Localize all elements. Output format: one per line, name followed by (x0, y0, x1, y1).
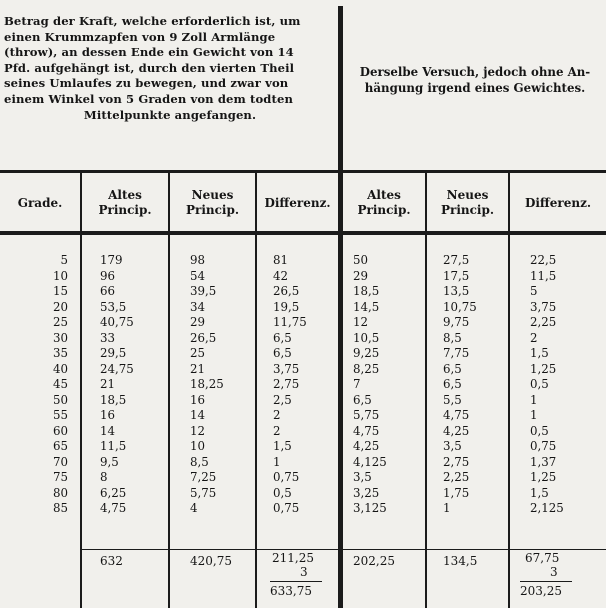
altes-1-cell: 33 (100, 330, 116, 345)
diff-2-cell: 5 (530, 284, 538, 298)
grade-cell: 35 (52, 346, 68, 360)
diff-1-cell: 6,5 (273, 346, 292, 360)
neues-2-cell: 2,25 (443, 470, 470, 484)
column-header-grade: Grade. (17, 195, 63, 210)
neues-1-cell: 26,5 (190, 330, 217, 345)
neues-2-cell: 9,75 (443, 315, 470, 329)
diff-2-cell: 0,5 (530, 377, 549, 391)
grade-cell: 70 (52, 454, 68, 469)
altes-1-cell: 14 (100, 423, 116, 438)
altes-1-cell: 40,75 (100, 315, 134, 329)
neues-2-cell: 2,75 (443, 454, 470, 469)
altes-1-cell: 9,5 (100, 454, 119, 469)
neues-2-cell: 6,5 (443, 361, 462, 376)
diff-1-cell: 6,5 (273, 330, 292, 345)
altes-1-cell: 66 (100, 284, 116, 298)
header-left-line: seines Umlaufes zu bewegen, und zwar von (4, 76, 289, 91)
column-diff-1 (273, 253, 333, 517)
column-neues-1 (190, 253, 250, 517)
grade-cell: 65 (52, 439, 68, 453)
totals-rule (343, 549, 606, 550)
grade-cell: 55 (52, 408, 68, 422)
diff-2-cell: 1 (530, 408, 538, 422)
header-left-description (4, 14, 336, 164)
column-header-bottom-rule (0, 231, 606, 235)
altes-1-cell: 6,25 (100, 485, 127, 500)
altes-1-cell: 16 (100, 408, 116, 422)
neues-1-cell: 29 (190, 315, 206, 329)
altes-2-cell: 4,25 (353, 439, 380, 453)
altes-2-cell: 14,5 (353, 299, 380, 314)
header-vertical-divider (338, 6, 343, 170)
neues-1-cell: 21 (190, 361, 206, 376)
diff-1-cell: 42 (273, 268, 289, 283)
header-left-line: einem Winkel von 5 Graden von dem todten (4, 91, 293, 106)
altes-2-cell: 3,5 (353, 470, 372, 484)
neues-1-cell: 98 (190, 253, 206, 267)
diff-2-cell: 22,5 (530, 253, 557, 267)
diff-2-cell: 11,5 (530, 268, 557, 283)
total-neues-2: 134,5 (443, 554, 478, 568)
neues-1-cell: 25 (190, 346, 206, 360)
diff-2-cell: 2,125 (530, 501, 564, 515)
diff-1-cell: 11,75 (273, 315, 307, 329)
column-header-neues-2: Neues Princip. (440, 188, 495, 217)
altes-2-cell: 50 (353, 253, 369, 267)
total-altes-1: 632 (100, 554, 123, 568)
column-divider (425, 173, 427, 608)
diff-1-cell: 1,5 (273, 439, 292, 453)
column-header-neues-1: Neues Princip. (185, 188, 240, 217)
total-diff-1-sum: 211,25 (272, 551, 314, 565)
altes-2-cell: 12 (353, 315, 369, 329)
altes-2-cell: 5,75 (353, 408, 380, 422)
grade-cell: 45 (52, 377, 68, 391)
diff-2-cell: 1,5 (530, 346, 549, 360)
altes-1-cell: 4,75 (100, 501, 127, 515)
neues-2-cell: 7,75 (443, 346, 470, 360)
column-header-diff-1: Differenz. (264, 195, 331, 210)
neues-1-cell: 8,5 (190, 454, 209, 469)
grade-cell: 5 (60, 253, 68, 267)
altes-2-cell: 6,5 (353, 392, 372, 407)
altes-1-cell: 18,5 (100, 392, 127, 407)
total-diff-1-extra: 3 (300, 565, 308, 579)
neues-1-cell: 39,5 (190, 284, 217, 298)
diff-1-cell: 2 (273, 408, 281, 422)
altes-1-cell: 29,5 (100, 346, 127, 360)
neues-1-cell: 34 (190, 299, 206, 314)
total-diff-2-extra: 3 (550, 565, 558, 579)
diff-2-cell: 1,25 (530, 470, 557, 484)
altes-2-cell: 3,25 (353, 485, 380, 500)
neues-2-cell: 1,75 (443, 485, 470, 500)
neues-2-cell: 4,25 (443, 423, 470, 438)
grade-cell: 30 (52, 330, 68, 345)
column-altes-1 (100, 253, 160, 517)
column-grade (8, 253, 68, 517)
neues-1-cell: 54 (190, 268, 206, 283)
header-bottom-rule (0, 170, 606, 173)
neues-1-cell: 16 (190, 392, 206, 407)
diff-1-cell: 2,5 (273, 392, 292, 407)
diff-1-cell: 1 (273, 454, 281, 469)
altes-2-cell: 18,5 (353, 284, 380, 298)
altes-1-cell: 11,5 (100, 439, 127, 453)
grade-cell: 85 (52, 501, 68, 515)
grade-cell: 15 (52, 284, 68, 298)
diff-2-cell: 1 (530, 392, 538, 407)
neues-2-cell: 10,75 (443, 299, 477, 314)
diff-2-cell: 1,5 (530, 485, 549, 500)
column-header-altes-1: Altes Princip. (98, 188, 152, 217)
neues-1-cell: 14 (190, 408, 206, 422)
total-altes-2: 202,25 (353, 554, 395, 568)
altes-2-cell: 9,25 (353, 346, 380, 360)
diff-1-cell: 2 (273, 423, 281, 438)
column-divider (80, 173, 82, 608)
neues-2-cell: 17,5 (443, 268, 470, 283)
diff-2-cell: 2,25 (530, 315, 557, 329)
altes-1-cell: 21 (100, 377, 116, 391)
neues-1-cell: 7,25 (190, 470, 217, 484)
altes-1-cell: 96 (100, 268, 116, 283)
altes-2-cell: 8,25 (353, 361, 380, 376)
altes-2-cell: 10,5 (353, 330, 380, 345)
altes-2-cell: 7 (353, 377, 361, 391)
column-altes-2 (353, 253, 421, 517)
neues-2-cell: 6,5 (443, 377, 462, 391)
grade-cell: 60 (52, 423, 68, 438)
grade-cell: 40 (52, 361, 68, 376)
diff-1-cell: 0,5 (273, 485, 292, 500)
column-divider (168, 173, 170, 608)
diff-1-cell: 2,75 (273, 377, 300, 391)
altes-1-cell: 8 (100, 470, 108, 484)
diff-1-cell: 3,75 (273, 361, 300, 376)
header-left-line: Mittelpunkte angefangen. (83, 107, 257, 122)
diff-2-cell: 2 (530, 330, 538, 345)
neues-1-cell: 18,25 (190, 377, 224, 391)
diff-1-cell: 81 (273, 253, 289, 267)
altes-2-cell: 29 (353, 268, 369, 283)
grade-cell: 75 (52, 470, 68, 484)
altes-1-cell: 53,5 (100, 299, 127, 314)
header-left-line: Betrag der Kraft, welche erforderlich ist, um (4, 14, 301, 28)
total-diff-2-sum: 67,75 (525, 551, 560, 565)
header-left-line: einen Krummzapfen von 9 Zoll Armlänge (4, 29, 276, 44)
neues-2-cell: 13,5 (443, 284, 470, 298)
diff-1-cell: 0,75 (273, 470, 300, 484)
diff-2-cell: 3,75 (530, 299, 557, 314)
totals-rule (82, 549, 338, 550)
neues-2-cell: 3,5 (443, 439, 462, 453)
diff-1-cell: 26,5 (273, 284, 300, 298)
grade-cell: 20 (52, 299, 68, 314)
neues-1-cell: 10 (190, 439, 206, 453)
neues-1-cell: 12 (190, 423, 206, 438)
diff-1-cell: 19,5 (273, 299, 300, 314)
diff-1-cell: 0,75 (273, 501, 300, 515)
header-right-line: Derselbe Versuch, jedoch ohne An- (359, 65, 591, 79)
table-divider-thick (338, 173, 343, 608)
neues-1-cell: 5,75 (190, 485, 217, 500)
total-diff-2-underline (520, 581, 572, 582)
total-diff-2-result: 203,25 (520, 584, 562, 598)
neues-1-cell: 4 (190, 501, 198, 515)
column-divider (508, 173, 510, 608)
neues-2-cell: 27,5 (443, 253, 470, 267)
altes-2-cell: 4,125 (353, 454, 387, 469)
diff-2-cell: 1,25 (530, 361, 557, 376)
column-neues-2 (443, 253, 503, 517)
column-header-altes-2: Altes Princip. (357, 188, 411, 217)
grade-cell: 50 (52, 392, 68, 407)
column-divider (255, 173, 257, 608)
grade-cell: 10 (52, 268, 68, 283)
altes-2-cell: 4,75 (353, 423, 380, 438)
altes-1-cell: 24,75 (100, 361, 134, 376)
total-neues-1: 420,75 (190, 554, 232, 568)
total-diff-1-underline (270, 581, 322, 582)
diff-2-cell: 0,75 (530, 439, 557, 453)
neues-2-cell: 1 (443, 501, 451, 515)
diff-2-cell: 1,37 (530, 454, 557, 469)
header-left-line: (throw), an dessen Ende ein Gewicht von 14 (4, 45, 294, 60)
header-right-line: hängung irgend eines Gewichtes. (364, 81, 586, 95)
total-diff-1-result: 633,75 (270, 584, 312, 598)
neues-2-cell: 4,75 (443, 408, 470, 422)
column-header-diff-2: Differenz. (524, 195, 592, 210)
altes-2-cell: 3,125 (353, 501, 387, 515)
grade-cell: 25 (52, 315, 68, 329)
neues-2-cell: 8,5 (443, 330, 462, 345)
altes-1-cell: 179 (100, 253, 123, 267)
header-right-description (344, 64, 606, 114)
grade-cell: 80 (52, 485, 68, 500)
header-left-line: Pfd. aufgehängt ist, durch den vierten Theil (4, 60, 295, 75)
column-diff-2 (530, 253, 600, 517)
diff-2-cell: 0,5 (530, 423, 549, 438)
neues-2-cell: 5,5 (443, 392, 462, 407)
